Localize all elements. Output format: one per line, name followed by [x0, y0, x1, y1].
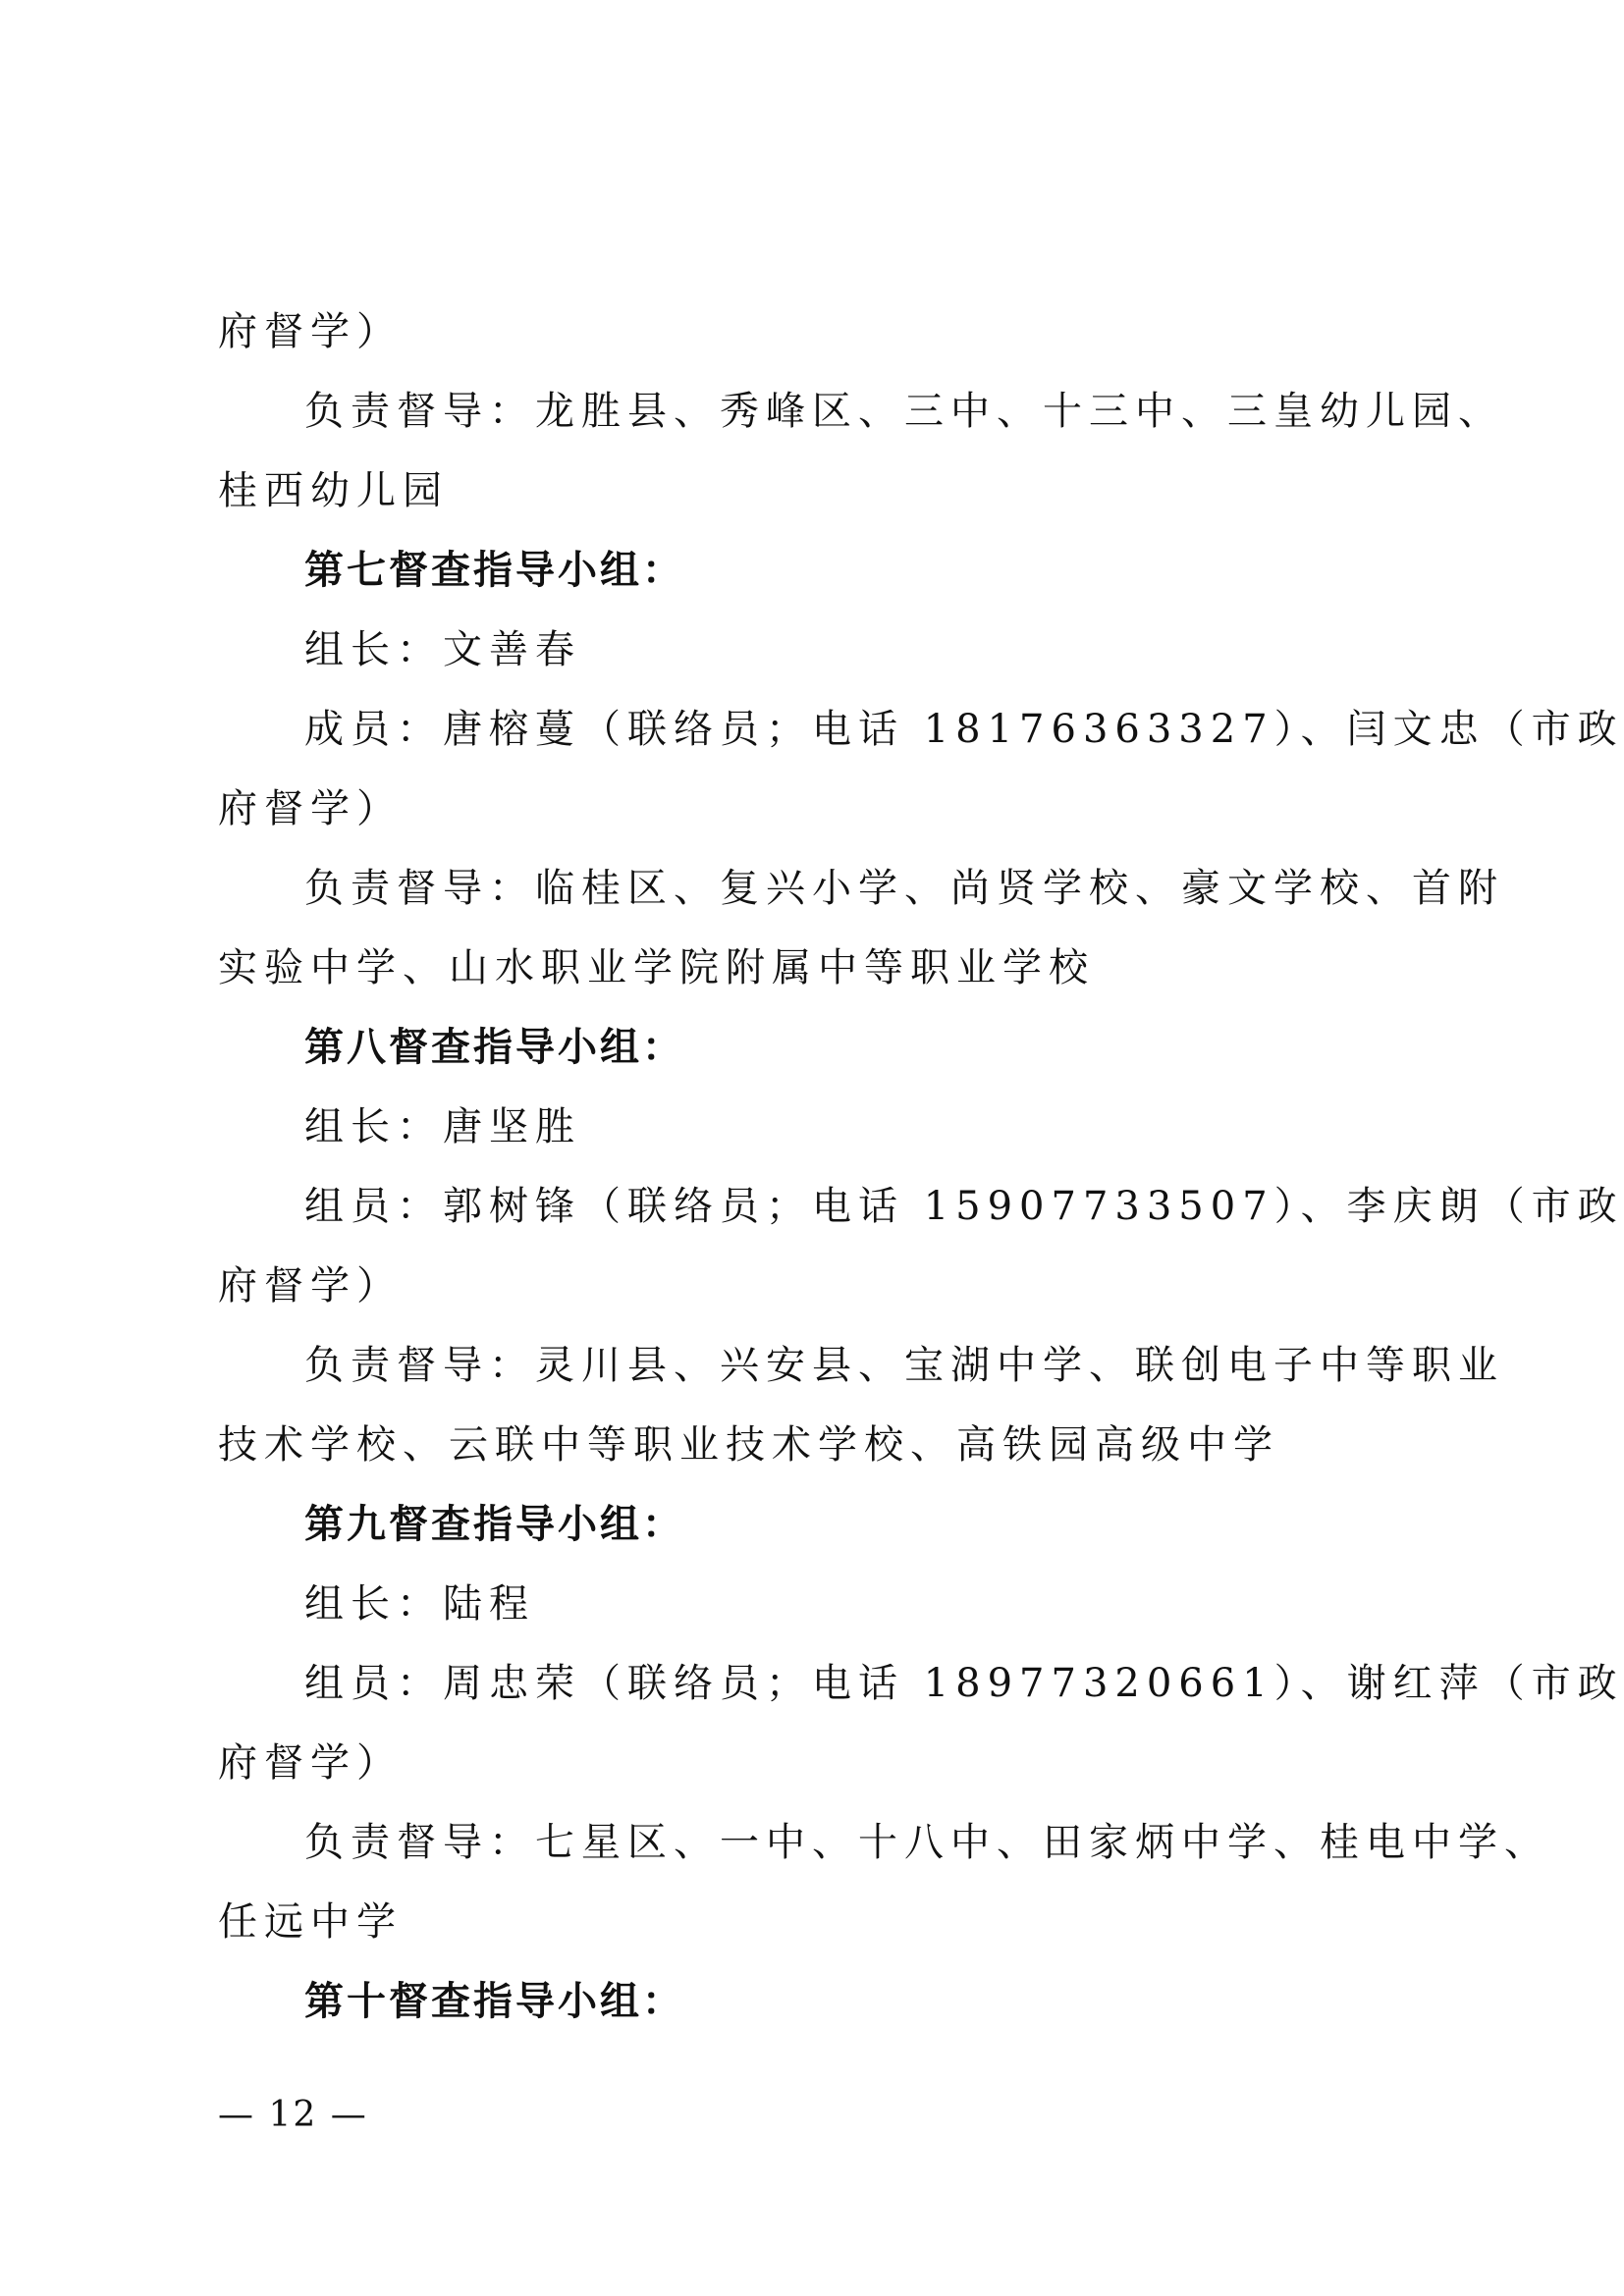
group-heading: 第八督查指导小组：	[304, 1025, 684, 1070]
body-line: 桂西幼儿园	[218, 468, 449, 513]
body-line: 成员：唐榕蔓（联络员；电话 18176363327）、闫文忠（市政	[304, 707, 1624, 752]
body-line: 府督学）	[218, 1263, 403, 1308]
body-line: 负责督导：龙胜县、秀峰区、三中、十三中、三皇幼儿园、	[304, 389, 1504, 434]
group-heading: 第十督查指导小组：	[304, 1979, 684, 2024]
body-line: 组长：文善春	[304, 627, 581, 672]
body-line: 组员：郭树锋（联络员；电话 15907733507）、李庆朗（市政	[304, 1184, 1624, 1229]
body-line: 技术学校、云联中等职业技术学校、高铁园高级中学	[218, 1422, 1279, 1468]
body-line: 组长：唐坚胜	[304, 1104, 581, 1149]
document-body	[218, 293, 1624, 2042]
body-line: 负责督导：七星区、一中、十八中、田家炳中学、桂电中学、	[304, 1820, 1550, 1865]
body-line: 实验中学、山水职业学院附属中等职业学校	[218, 945, 1095, 990]
body-line: 组长：陆程	[304, 1581, 535, 1627]
body-line: 府督学）	[218, 786, 403, 831]
group-heading: 第九督查指导小组：	[304, 1502, 684, 1547]
body-line: 负责督导：灵川县、兴安县、宝湖中学、联创电子中等职业	[304, 1343, 1504, 1388]
body-line: 任远中学	[218, 1899, 403, 1945]
body-line: 组员：周忠荣（联络员；电话 18977320661）、谢红萍（市政	[304, 1661, 1624, 1706]
page-number: — 12 —	[218, 2095, 368, 2135]
group-heading: 第七督查指导小组：	[304, 548, 684, 593]
body-line: 府督学）	[218, 309, 403, 354]
body-line: 府督学）	[218, 1740, 403, 1786]
body-line: 负责督导：临桂区、复兴小学、尚贤学校、豪文学校、首附	[304, 866, 1504, 911]
